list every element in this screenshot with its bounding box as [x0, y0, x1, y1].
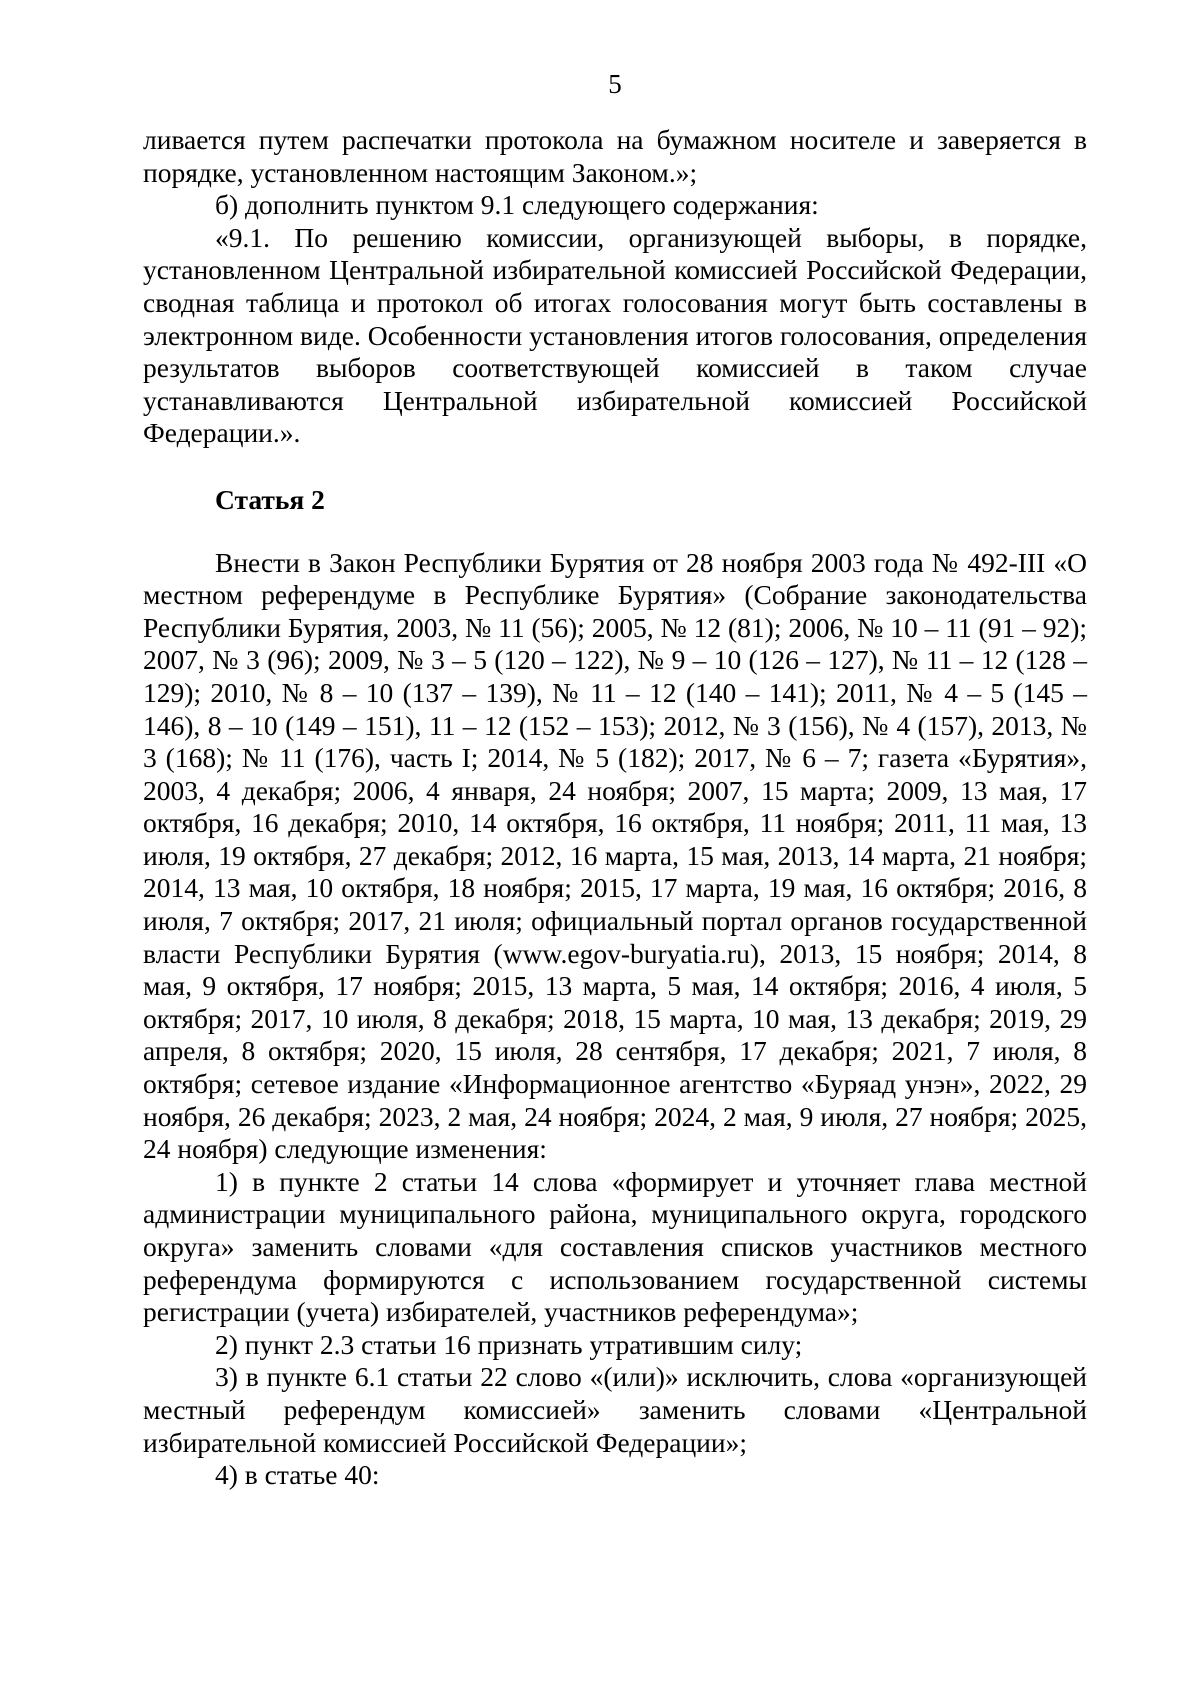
page-number: 5: [608, 69, 622, 99]
article-heading: Статья 2: [215, 483, 325, 515]
document-body: [143, 124, 1087, 1492]
paragraph: «9.1. По решению комиссии, организующей выборы, в порядке, установленном Центральной избирательной комиссией Российской Федерации, сводная таблица и протокол об итогах голосования могут быть составлены в электронном виде. Особенности установления итогов голосования, определения результатов выборов соответствующей комиссией в таком случае устанавливаются Центральной избирательной комиссией Российской Федерации.».: [143, 221, 1087, 449]
paragraph: 2) пункт 2.3 статьи 16 признать утратившим силу;: [215, 1328, 803, 1360]
paragraph: б) дополнить пунктом 9.1 следующего содержания:: [215, 189, 819, 221]
paragraph: 3) в пункте 6.1 статьи 22 слово «(или)» исключить, слова «организующей местный референдум комиссией» заменить словами «Центральной избирательной комиссией Российской Федерации»;: [143, 1361, 1087, 1458]
paragraphs-before: [143, 124, 1087, 450]
paragraph: 4) в статье 40:: [215, 1459, 380, 1491]
paragraph: 1) в пункте 2 статьи 14 слова «формирует и уточняет глава местной администрации муниципального района, муниципального округа, городского округа» заменить словами «для составления списков участников местного референдума формируются с использованием государственной системы регистрации (учета) избирателей, участников референдума»;: [143, 1165, 1087, 1328]
paragraph: ливается путем распечатки протокола на бумажном носителе и заверяется в порядке, установленном настоящим Законом.»;: [143, 124, 1087, 188]
paragraph: Внести в Закон Республики Бурятия от 28 ноября 2003 года № 492-III «О местном референдуме в Республике Бурятия» (Собрание законодательства Республики Бурятия, 2003, № 11 (56); 2005, № 12 (81); 2006, № 10 – 11 (91 – 92); 2007, № 3 (96); 2009, № 3 – 5 (120 – 122), № 9 – 10 (126 – 127), № 11 – 12 (128 – 129); 2010, № 8 – 10 (137 – 139), № 11 – 12 (140 – 141); 2011, № 4 – 5 (145 – 146), 8 – 10 (149 – 151), 11 – 12 (152 – 153); 2012, № 3 (156), № 4 (157), 2013, № 3 (168); № 11 (176), часть I; 2014, № 5 (182); 2017, № 6 – 7; газета «Бурятия», 2003, 4 декабря; 2006, 4 января, 24 ноября; 2007, 15 марта; 2009, 13 мая, 17 октября, 16 декабря; 2010, 14 октября, 16 октября, 11 ноября; 2011, 11 мая, 13 июля, 19 октября, 27 декабря; 2012, 16 марта, 15 мая, 2013, 14 марта, 21 ноября; 2014, 13 мая, 10 октября, 18 ноября; 2015, 17 марта, 19 мая, 16 октября; 2016, 8 июля, 7 октября; 2017, 21 июля; официальный портал органов государственной власти Республики Бурятия (www.egov-buryatia.ru), 2013, 15 ноября; 2014, 8 мая, 9 октября, 17 ноября; 2015, 13 марта, 5 мая, 14 октября; 2016, 4 июля, 5 октября; 2017, 10 июля, 8 декабря; 2018, 15 марта, 10 мая, 13 декабря; 2019, 29 апреля, 8 октября; 2020, 15 июля, 28 сентября, 17 декабря; 2021, 7 июля, 8 октября; сетевое издание «Информационное агентство «Буряад унэн», 2022, 29 ноября, 26 декабря; 2023, 2 мая, 24 ноября; 2024, 2 мая, 9 июля, 27 ноября; 2025, 24 ноября) следующие изменения:: [143, 546, 1088, 1165]
paragraphs-after: [143, 547, 1087, 1492]
